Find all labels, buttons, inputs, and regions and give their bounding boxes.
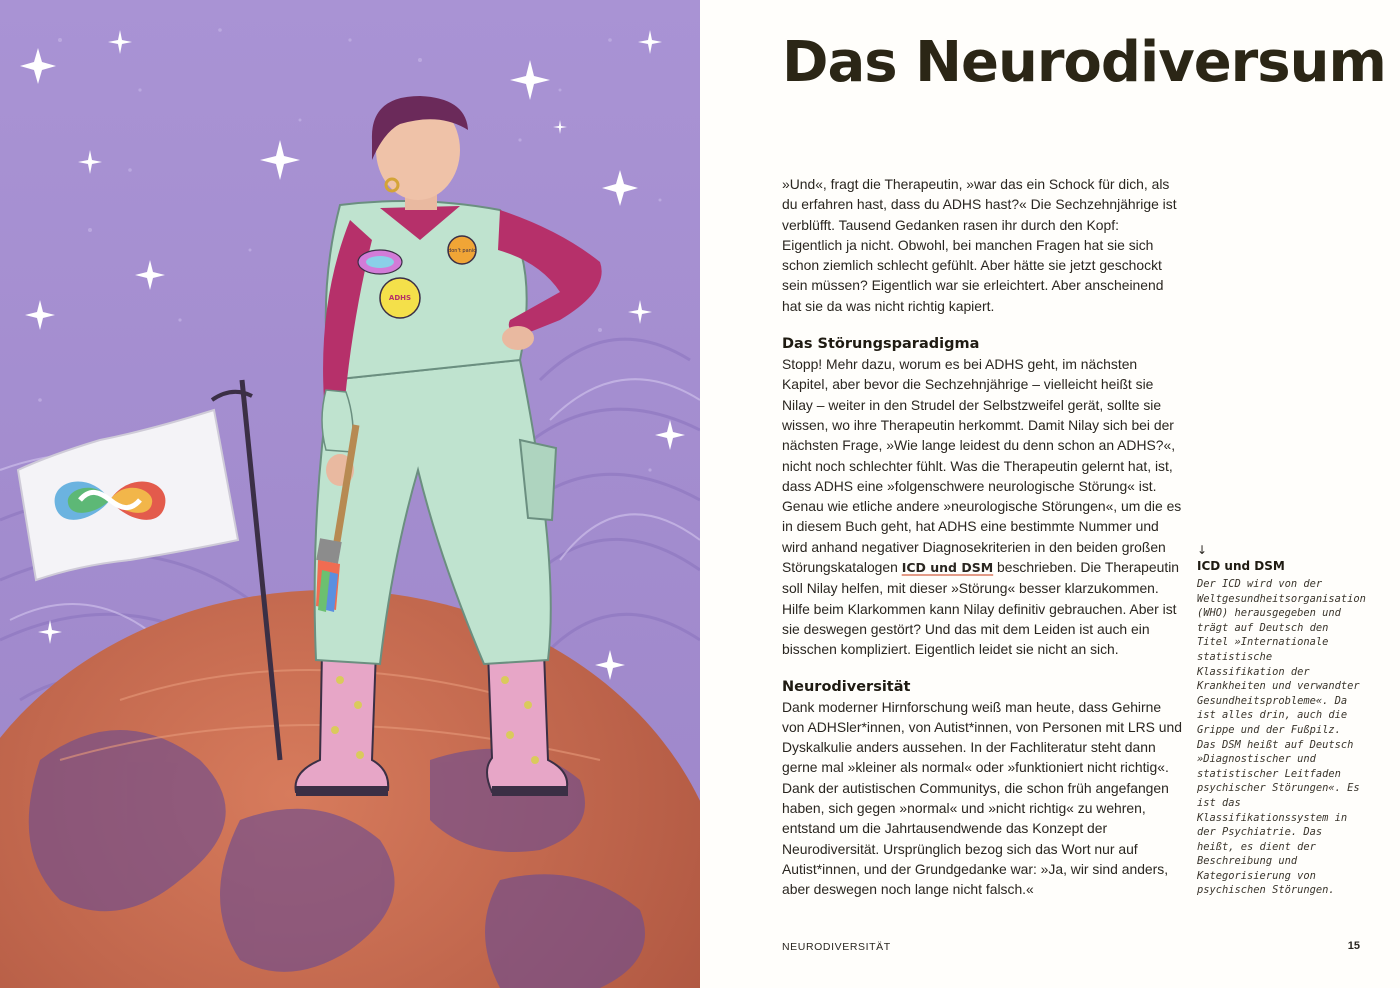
sidenote-text: Der ICD wird von der Weltgesundheitsorganisation (WHO) herausgegeben und trägt auf Deutsch den Titel »Internationale statistische Klassifikation der Krankheiten und verwandter Gesundheitsprobleme«. Da ist alles drin, auch die Grippe und der Fußpilz. Das DSM heißt auf Deutsch »Diagnostischer und statistischer Leitfaden psychischer Störungen«. Es ist das Klassifikationssystem in der Psychiatrie. Das heißt, es dient der Beschreibung und Kategorisierung von psychischen Störungen. [1197,578,1366,897]
heading-stoerungsparadigma: Das Störungsparadigma [782,336,980,353]
right-hand [502,326,534,350]
left-cuff [322,390,353,452]
section1-paragraph [782,354,1182,659]
glossary-term-icd-dsm[interactable]: ICD und DSM [901,560,994,576]
main-text-column [782,174,1182,900]
svg-text:ADHS: ADHS [388,294,412,302]
badge-adhs [380,278,420,318]
sidenote-icd-dsm [1197,543,1365,898]
section2-paragraph: Dank moderner Hirnforschung weiß man heute, dass Gehirne von ADHSler*innen, von Autist*innen, von Personen mit LRS und Dyskalkulie anders aussehen. In der Fachliteratur steht dann gerne mal »kleiner als normal« oder »funktioniert nicht richtig«. Dank der autistischen Communitys, die schon früh angefangen haben, sich gegen »normal« und »nicht richtig« zu wehren, entstand um die Jahrtausendwende das Konzept der Neurodiversität. Ursprünglich bezog sich das Wort nur auf Autist*innen, und der Grundgedanke war: »Ja, wir sind anders, aber deswegen noch lange nicht falsch.« [782,698,1182,898]
page-title: Das Neurodiversum [782,30,1386,95]
heading-neurodiversitaet: Neurodiversität [782,678,911,695]
badge-rainbow [358,250,402,274]
page-number: 15 [1347,940,1360,952]
text-page [700,0,1400,988]
section1-text-before: Stopp! Mehr dazu, worum es bei ADHS geht, im nächsten Kapitel, aber bevor die Sechzehnjährige – vielleicht heißt sie Nilay – weiter in den Strudel der Selbstzweifel gerät, sollte sie wissen, wo ihre Therapeutin herkommt. Damit Nilay sich bei der nächsten Frage, »Wie lange leidest du denn schon an ADHS?«, nicht noch schlechter fühlt. Was die Therapeutin gelernt hat, ist, dass ADHS eine »folgenschwere neurologische Störung« ist. Genau wie etliche andere »neurologische Störungen«, um die es in diesem Buch geht, hat ADHS eine bestimmte Nummer und wird anhand negativer Diagnosekriterien in den beiden großen Störungskatalogen [782,356,1182,576]
section1-text-after: beschrieben. Die Therapeutin soll Nilay helfen, mit dieser »Störung« besser klarzukommen. Hilfe beim Klarkommen kann Nilay definitiv gebrauchen. Aber ist sie deswegen gestört? Und das mit dem Leiden ist auch ein bisschen kompliziert. Eigentlich leidet sie nicht an sich. [782,559,1180,658]
badge-dont-panic [448,236,476,264]
svg-text:don't panic: don't panic [448,248,476,254]
intro-paragraph: »Und«, fragt die Therapeutin, »war das ein Schock für dich, als du erfahren hast, dass du ADHS hast?« Die Sechzehnjährige ist verblüfft. Tausend Gedanken rasen ihr durch den Kopf: Eigentlich ja nicht. Obwohl, bei manchen Fragen hat sie sich schon ziemlich schlecht gefühlt. Aber hätte sie jetzt geschockt sein müssen? Eigentlich war sie erleichtert. Aber anscheinend hat sie da was nicht richtig kapiert. [782,176,1177,314]
arrow-down-icon: ↓ [1197,543,1208,557]
sidenote-title: ICD und DSM [1197,559,1285,573]
running-footer-section: NEURODIVERSITÄT [782,941,891,953]
